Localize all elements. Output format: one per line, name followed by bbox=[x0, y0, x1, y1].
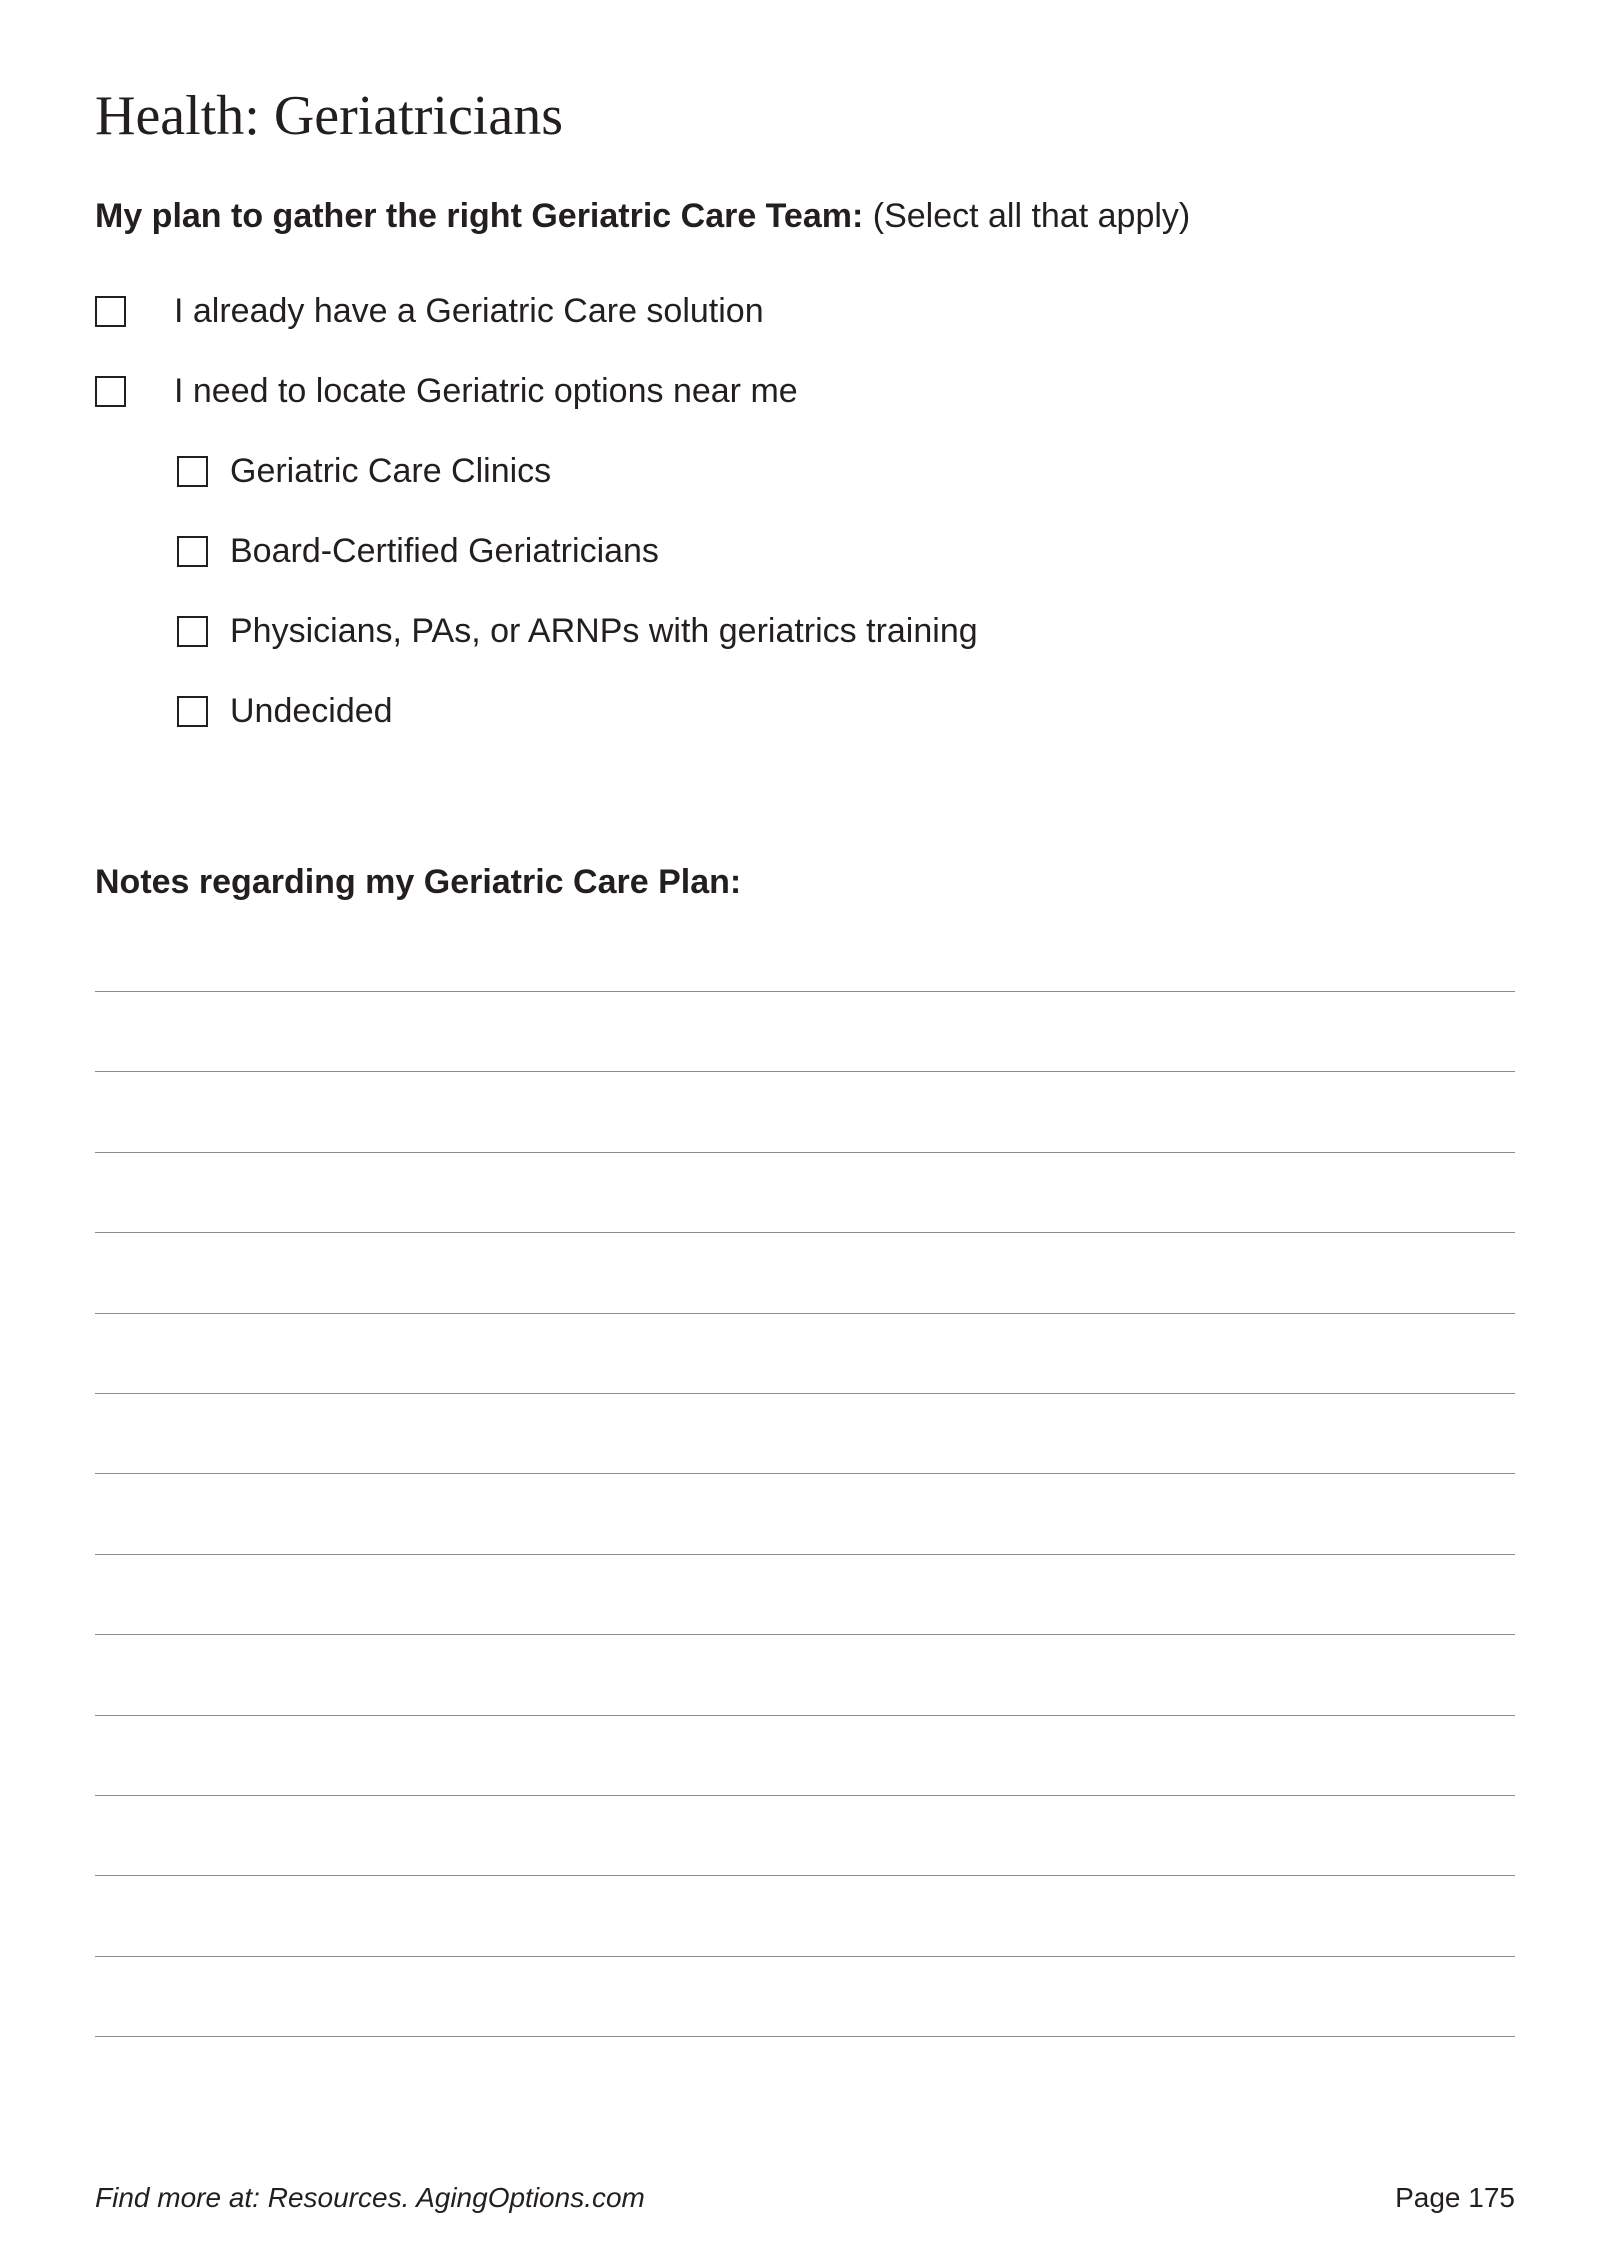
checkbox-locate-geriatric-options[interactable] bbox=[95, 376, 126, 407]
page-number: Page 175 bbox=[1395, 2182, 1515, 2213]
option-locate-geriatric-options[interactable] bbox=[95, 371, 798, 411]
question-prompt bbox=[95, 194, 1190, 238]
sub-option-label: Board-Certified Geriatricians bbox=[230, 532, 659, 570]
note-line[interactable] bbox=[95, 1232, 1515, 1233]
note-line[interactable] bbox=[95, 1634, 1515, 1635]
checkbox-geriatric-care-clinics[interactable] bbox=[177, 456, 208, 487]
question-hint: (Select all that apply) bbox=[863, 197, 1191, 235]
checkbox-board-certified-geriatricians[interactable] bbox=[177, 536, 208, 567]
note-line[interactable] bbox=[95, 991, 1515, 992]
sub-option-board-certified-geriatricians[interactable] bbox=[177, 531, 659, 571]
notes-heading: Notes regarding my Geriatric Care Plan: bbox=[95, 863, 742, 901]
note-line[interactable] bbox=[95, 1152, 1515, 1153]
option-label: I need to locate Geriatric options near me bbox=[174, 372, 798, 410]
option-has-geriatric-care[interactable] bbox=[95, 291, 764, 331]
sub-option-geriatric-care-clinics[interactable] bbox=[177, 451, 551, 491]
sub-option-label: Physicians, PAs, or ARNPs with geriatrics training bbox=[230, 612, 978, 650]
note-line[interactable] bbox=[95, 1956, 1515, 1957]
checkbox-physicians-pas-arnps[interactable] bbox=[177, 616, 208, 647]
note-line[interactable] bbox=[95, 1313, 1515, 1314]
question-text: My plan to gather the right Geriatric Care Team: bbox=[95, 197, 864, 235]
option-label: I already have a Geriatric Care solution bbox=[174, 292, 764, 330]
note-line[interactable] bbox=[95, 1071, 1515, 1072]
note-line[interactable] bbox=[95, 1554, 1515, 1555]
note-line[interactable] bbox=[95, 1715, 1515, 1716]
checkbox-undecided[interactable] bbox=[177, 696, 208, 727]
checkbox-has-geriatric-care[interactable] bbox=[95, 296, 126, 327]
footer-resource-link: Find more at: Resources. AgingOptions.com bbox=[95, 2182, 645, 2213]
sub-option-label: Undecided bbox=[230, 692, 393, 730]
page-title: Health: Geriatricians bbox=[95, 85, 564, 147]
note-line[interactable] bbox=[95, 1795, 1515, 1796]
sub-option-label: Geriatric Care Clinics bbox=[230, 452, 552, 490]
sub-option-physicians-pas-arnps[interactable] bbox=[177, 611, 978, 651]
note-line[interactable] bbox=[95, 2036, 1515, 2037]
sub-option-undecided[interactable] bbox=[177, 691, 393, 731]
note-line[interactable] bbox=[95, 1875, 1515, 1876]
note-line[interactable] bbox=[95, 1473, 1515, 1474]
note-line[interactable] bbox=[95, 1393, 1515, 1394]
